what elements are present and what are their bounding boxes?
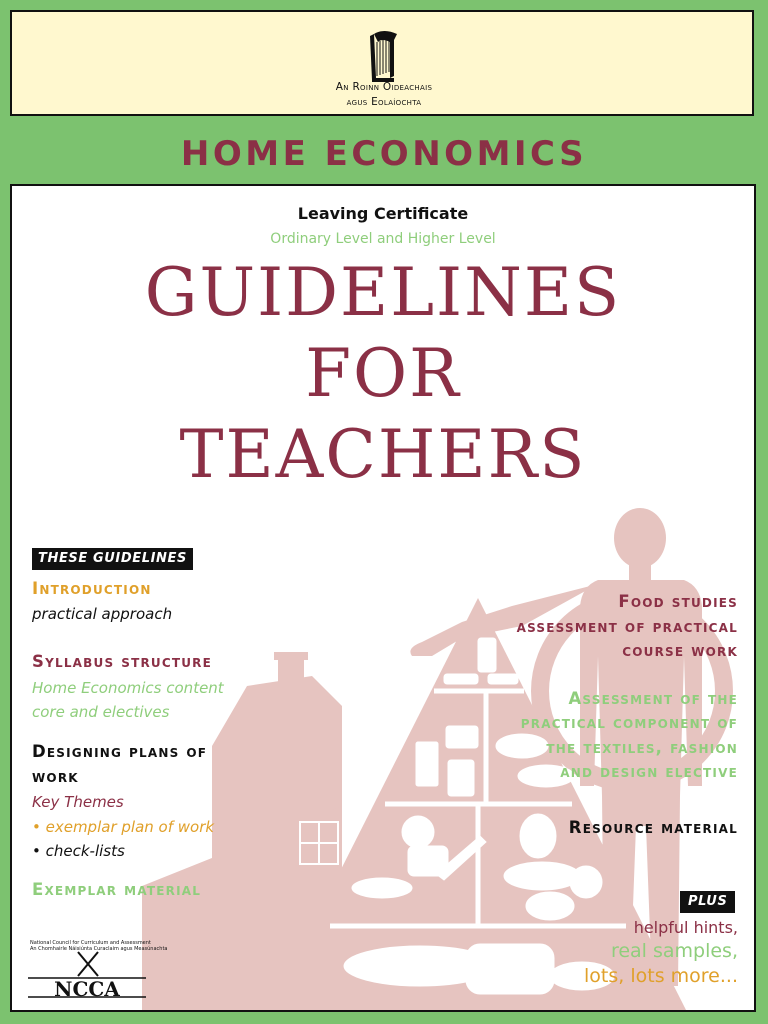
plus-tag: PLUS bbox=[680, 891, 735, 913]
cover-panel bbox=[10, 184, 756, 1012]
ncca-logo bbox=[28, 938, 168, 1001]
bullet-exemplar-plan: • exemplar plan of work bbox=[32, 818, 215, 836]
ncca-left-text: National Council for Curriculum and Assessment bbox=[30, 940, 151, 946]
department-name-line1: An Roinn Oideachais bbox=[335, 81, 433, 93]
textiles-line-3: the textiles, fashion bbox=[546, 738, 738, 757]
syllabus-heading: Syllabus structure bbox=[32, 652, 213, 671]
department-name-line2: agus Eolaíochta bbox=[346, 96, 422, 108]
main-title-line3: TEACHERS bbox=[179, 416, 587, 493]
hints-line-2: real samples, bbox=[610, 940, 738, 962]
main-title-line2: FOR bbox=[305, 335, 461, 412]
ncca-right-text: An Chomhairle Náisiúnta Curaclaim agus Measúnachta bbox=[30, 946, 168, 952]
ncca-wordmark: NCCA bbox=[54, 977, 120, 1001]
resource-heading: Resource material bbox=[568, 818, 738, 837]
hints-line-1: helpful hints, bbox=[633, 918, 738, 937]
introduction-subtext: practical approach bbox=[32, 605, 173, 623]
hints-line-3: lots, lots more... bbox=[584, 965, 738, 987]
textiles-line-4: and design elective bbox=[560, 762, 738, 781]
designing-heading-1: Designing plans of bbox=[32, 742, 208, 761]
textiles-line-1: Assessment of the bbox=[568, 689, 738, 708]
department-header bbox=[10, 10, 754, 116]
subject-banner: HOME ECONOMICS bbox=[180, 134, 588, 174]
food-studies-heading: Food studies bbox=[618, 592, 738, 611]
introduction-heading: Introduction bbox=[32, 579, 152, 598]
textiles-line-2: practical component of bbox=[520, 713, 738, 732]
harp-icon bbox=[364, 26, 404, 86]
key-themes-label: Key Themes bbox=[32, 793, 124, 811]
syllabus-subtext-1: Home Economics content bbox=[32, 679, 224, 697]
designing-heading-2: work bbox=[32, 767, 79, 786]
main-title-line1: GUIDELINES bbox=[144, 254, 622, 331]
these-guidelines-tag: THESE GUIDELINES bbox=[32, 548, 193, 570]
bullet-check-lists: • check-lists bbox=[32, 842, 125, 860]
syllabus-subtext-2: core and electives bbox=[32, 703, 170, 721]
certificate-title: Leaving Certificate bbox=[297, 204, 469, 223]
exemplar-heading: Exemplar material bbox=[32, 880, 202, 899]
level-subtitle: Ordinary Level and Higher Level bbox=[270, 231, 496, 247]
assessment-line-2: course work bbox=[622, 641, 738, 660]
assessment-line-1: assessment of practical bbox=[516, 617, 738, 636]
